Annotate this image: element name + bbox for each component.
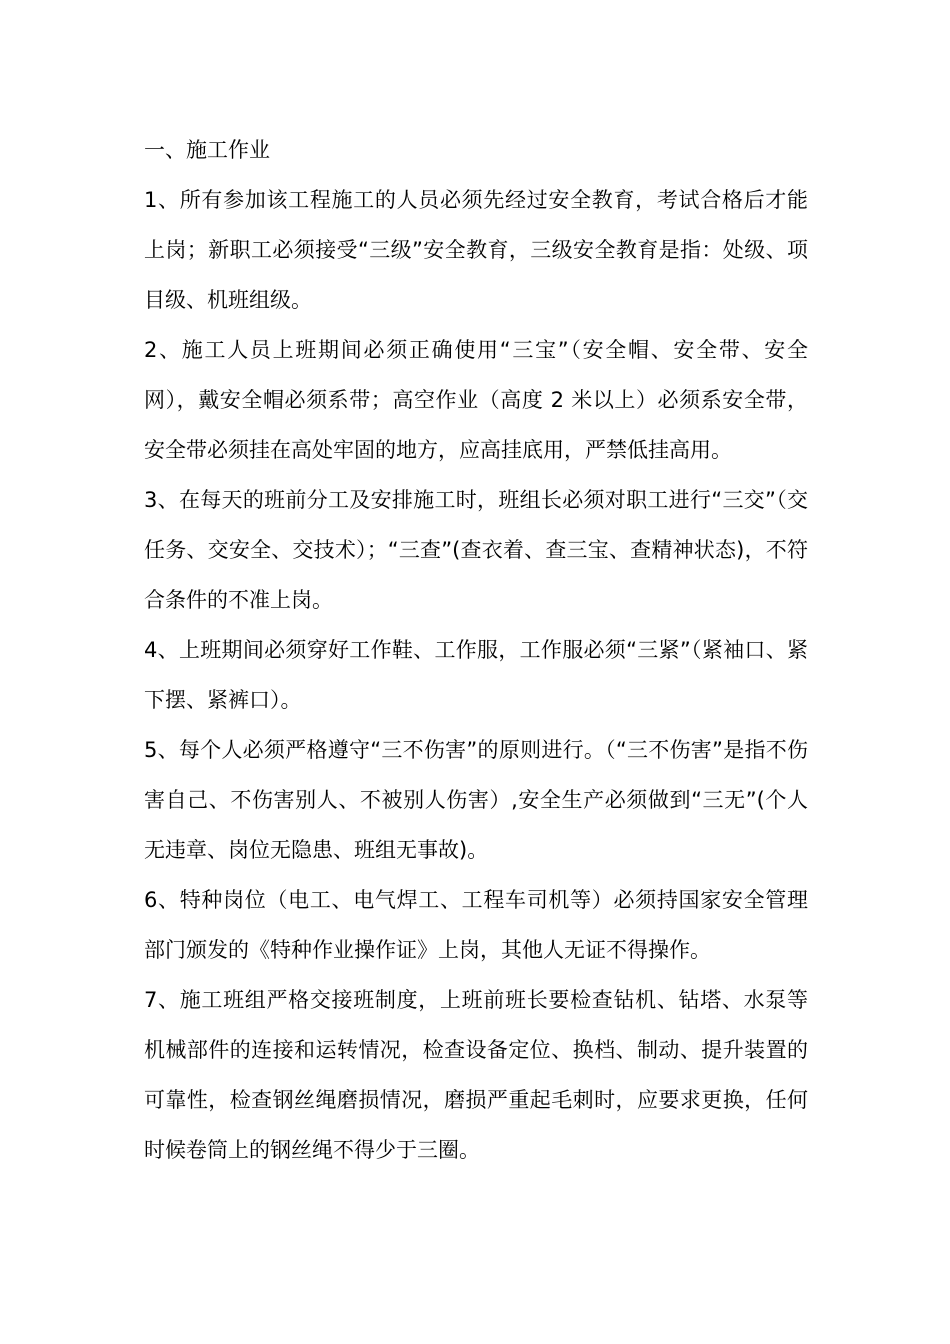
paragraph-6: 6、特种岗位（电工、电气焊工、工程车司机等）必须持国家安全管理部门颁发的《特种作业操作证》上岗，其他人无证不得操作。: [144, 888, 808, 962]
paragraph-2: 2、施工人员上班期间必须正确使用“三宝”（安全帽、安全带、安全网），戴安全帽必须系带；高空作业（高度 2 米以上）必须系安全带，安全带必须挂在高处牢固的地方，应高挂底用，严禁低挂高用。: [144, 338, 808, 462]
paragraph-3: 3、在每天的班前分工及安排施工时，班组长必须对职工进行“三交”（交任务、交安全、交技术）；“三查”(查衣着、查三宝、查精神状态)，不符合条件的不准上岗。: [144, 488, 808, 612]
paragraph-1: 1、所有参加该工程施工的人员必须先经过安全教育，考试合格后才能上岗；新职工必须接受“三级”安全教育，三级安全教育是指：处级、项目级、机班组级。: [144, 188, 808, 312]
paragraph-7: 7、施工班组严格交接班制度，上班前班长要检查钻机、钻塔、水泵等机械部件的连接和运转情况，检查设备定位、换档、制动、提升装置的可靠性，检查钢丝绳磨损情况，磨损严重起毛刺时，应要求更换，任何时候卷筒上的钢丝绳不得少于三圈。: [144, 988, 808, 1162]
paragraph-5: 5、每个人必须严格遵守“三不伤害”的原则进行。（“三不伤害”是指不伤害自己、不伤害别人、不被别人伤害）,安全生产必须做到“三无”(个人无违章、岗位无隐患、班组无事故)。: [144, 738, 808, 862]
document-body: [144, 125, 808, 1175]
section-heading: 一、施工作业: [144, 138, 270, 162]
paragraph-4: 4、上班期间必须穿好工作鞋、工作服，工作服必须“三紧”（紧袖口、紧下摆、紧裤口）。: [144, 638, 808, 712]
